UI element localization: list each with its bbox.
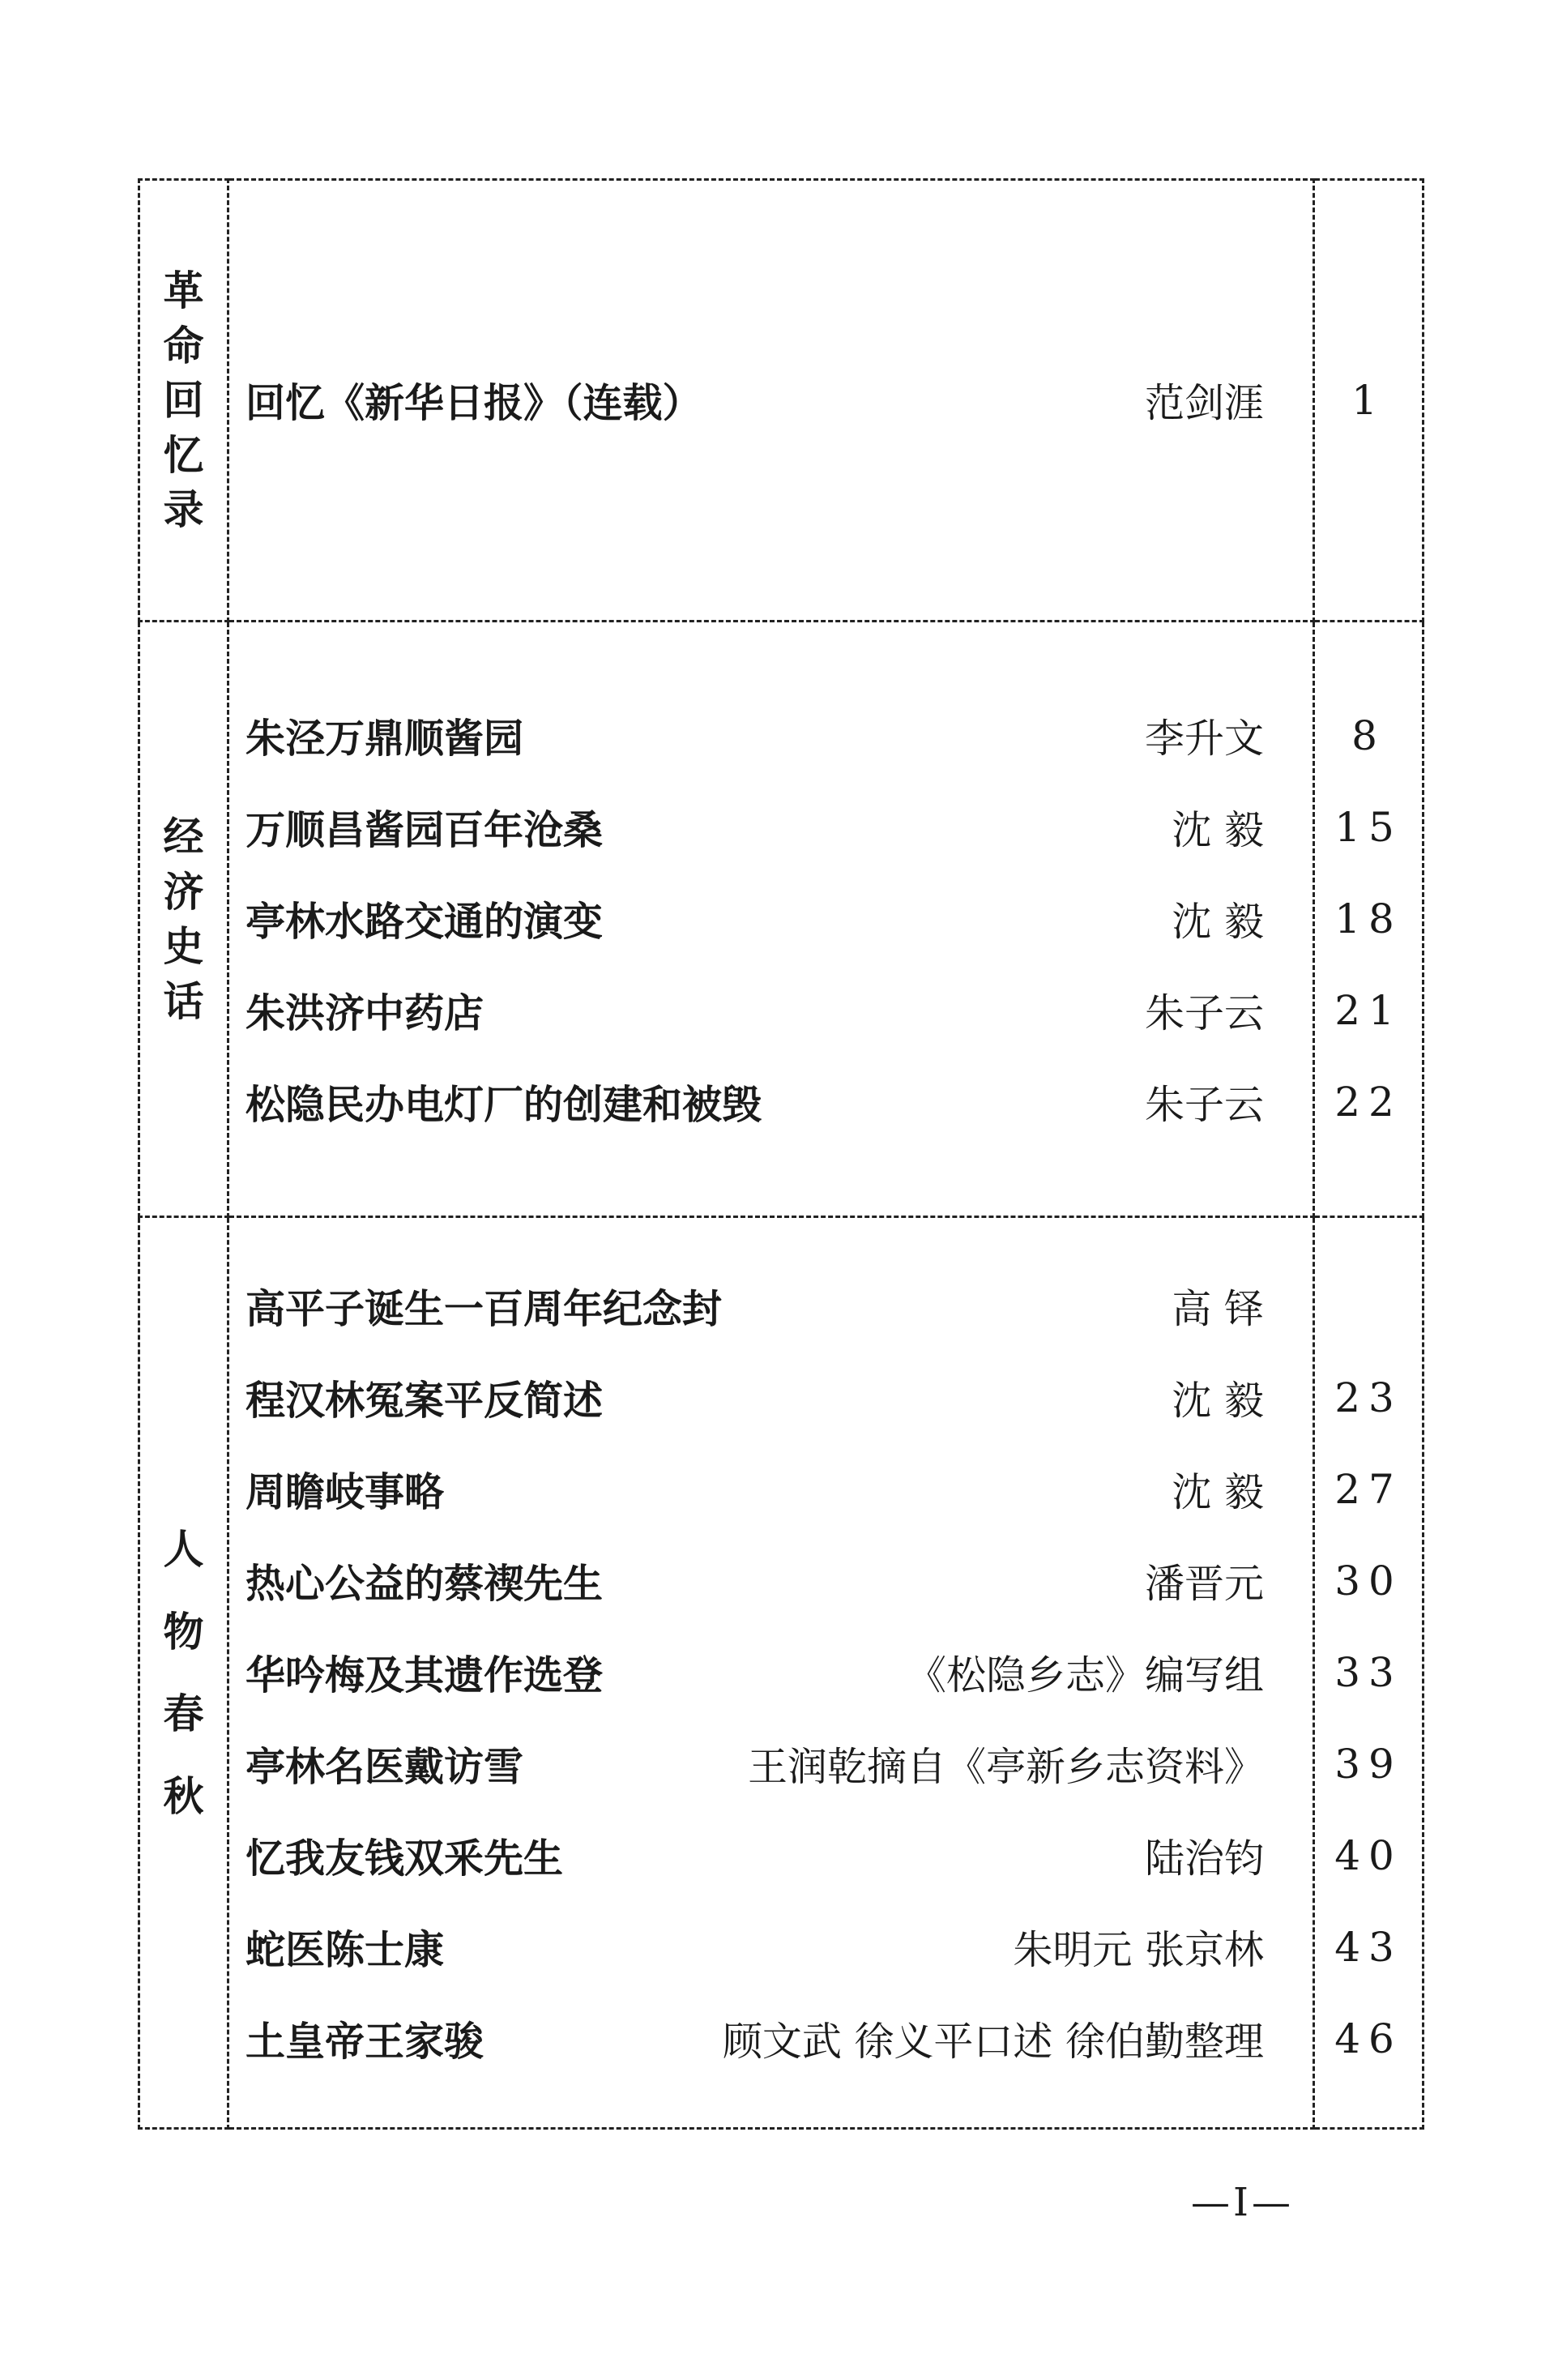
entry-page: 43 <box>1334 1924 1402 1971</box>
category-char: 命 <box>163 321 204 370</box>
section-category-cell <box>139 622 228 1217</box>
category-char: 春 <box>163 1690 204 1737</box>
category-char: 物 <box>163 1607 204 1656</box>
entry-author: 朱子云 <box>1144 1082 1264 1128</box>
entry-page <box>1315 1261 1422 1352</box>
category-char: 经 <box>163 813 204 861</box>
entry-page: 21 <box>1334 987 1402 1034</box>
entry-title: 蛇医陈士康 <box>245 1926 445 1973</box>
entry-author: 沈 毅 <box>1172 1469 1264 1515</box>
entry-title: 高平子诞生一百周年纪念封 <box>245 1285 723 1332</box>
entry-title: 周瞻岐事略 <box>245 1468 445 1515</box>
toc-entry <box>229 1902 1313 1993</box>
section-category <box>140 1522 227 1823</box>
entry-author: 沈 毅 <box>1172 899 1264 945</box>
entry-title: 松隐民办电灯厂的创建和被毁 <box>245 1081 762 1128</box>
entry-page: 22 <box>1334 1079 1402 1126</box>
toc-entry <box>229 1536 1313 1627</box>
entry-page: 8 <box>1351 712 1385 759</box>
entry-title: 回忆《新华日报》（连载） <box>245 379 702 426</box>
toc-entry <box>229 1444 1313 1536</box>
entry-author: 李升文 <box>1144 716 1264 762</box>
entry-title: 亭林水路交通的演变 <box>245 898 604 945</box>
entry-author: 范剑涯 <box>1144 380 1264 426</box>
toc-entry <box>229 1810 1313 1902</box>
section-pages <box>1314 1217 1424 2129</box>
category-char: 录 <box>163 485 204 534</box>
entry-page: 46 <box>1334 2015 1402 2062</box>
toc-entry <box>229 1719 1313 1810</box>
entry-title: 亭林名医戴访雪 <box>245 1743 524 1790</box>
entry-page: 33 <box>1334 1649 1402 1696</box>
entry-author: 高 铎 <box>1172 1286 1264 1332</box>
entry-title: 热心公益的蔡禊先生 <box>245 1560 604 1607</box>
section-category-cell <box>139 180 228 622</box>
category-char: 史 <box>163 922 204 970</box>
toc-entry <box>229 782 1313 874</box>
toc-table <box>138 178 1424 2130</box>
category-char: 革 <box>163 267 204 315</box>
entry-page: 23 <box>1334 1374 1402 1421</box>
entry-author: 顾文武 徐义平口述 徐伯勤整理 <box>722 2019 1264 2065</box>
entry-title: 忆我友钱双釆先生 <box>245 1835 564 1882</box>
entry-page: 1 <box>1351 377 1385 424</box>
entry-page: 39 <box>1334 1741 1402 1788</box>
entry-page: 30 <box>1334 1557 1402 1604</box>
toc-entry <box>229 874 1313 965</box>
entry-title: 土皇帝王家骏 <box>245 2018 484 2065</box>
toc-entry <box>229 1993 1313 2085</box>
toc-section <box>139 180 1424 622</box>
section-entries <box>228 622 1314 1217</box>
toc-section <box>139 1217 1424 2129</box>
entry-title: 程汉林冤案平反简述 <box>245 1377 604 1424</box>
entry-page: 40 <box>1334 1832 1402 1879</box>
category-char: 济 <box>163 867 204 916</box>
entry-author: 王润乾摘自《亭新乡志资料》 <box>747 1744 1264 1790</box>
toc-entry <box>229 355 1313 447</box>
entry-page: 27 <box>1334 1466 1402 1513</box>
page-number-footer: —I— <box>1191 2180 1294 2225</box>
section-entries <box>228 180 1314 622</box>
entry-author: 朱子云 <box>1144 990 1264 1036</box>
entry-author: 潘晋元 <box>1144 1561 1264 1607</box>
toc-section <box>139 622 1424 1217</box>
entry-title: 朱洪济中药店 <box>245 989 484 1036</box>
section-category <box>140 810 227 1028</box>
category-char: 忆 <box>163 430 204 479</box>
entry-page: 18 <box>1334 895 1402 942</box>
entry-author: 沈 毅 <box>1172 807 1264 853</box>
toc-entry <box>229 1261 1313 1352</box>
toc-entry <box>229 965 1313 1057</box>
toc-entry <box>229 1627 1313 1719</box>
section-category <box>140 263 227 537</box>
category-char: 人 <box>163 1525 204 1573</box>
category-char: 回 <box>163 376 204 425</box>
entry-author: 朱明元 张京林 <box>1013 1927 1264 1973</box>
category-char: 话 <box>163 976 204 1025</box>
category-char: 秋 <box>163 1771 204 1820</box>
section-category-cell <box>139 1217 228 2129</box>
entry-author: 沈 毅 <box>1172 1378 1264 1424</box>
toc-entry <box>229 690 1313 782</box>
entry-title: 朱泾万鼎顺酱园 <box>245 715 524 762</box>
entry-title: 华吟梅及其遗作选登 <box>245 1651 604 1698</box>
entry-page: 15 <box>1334 804 1402 851</box>
section-pages <box>1314 180 1424 622</box>
section-entries <box>228 1217 1314 2129</box>
entry-title: 万顺昌酱园百年沧桑 <box>245 806 604 853</box>
toc-entry <box>229 1057 1313 1148</box>
toc-entry <box>229 1352 1313 1444</box>
section-pages <box>1314 622 1424 1217</box>
entry-author: 陆治钧 <box>1144 1835 1264 1882</box>
entry-author: 《松隐乡志》编写组 <box>906 1652 1264 1698</box>
